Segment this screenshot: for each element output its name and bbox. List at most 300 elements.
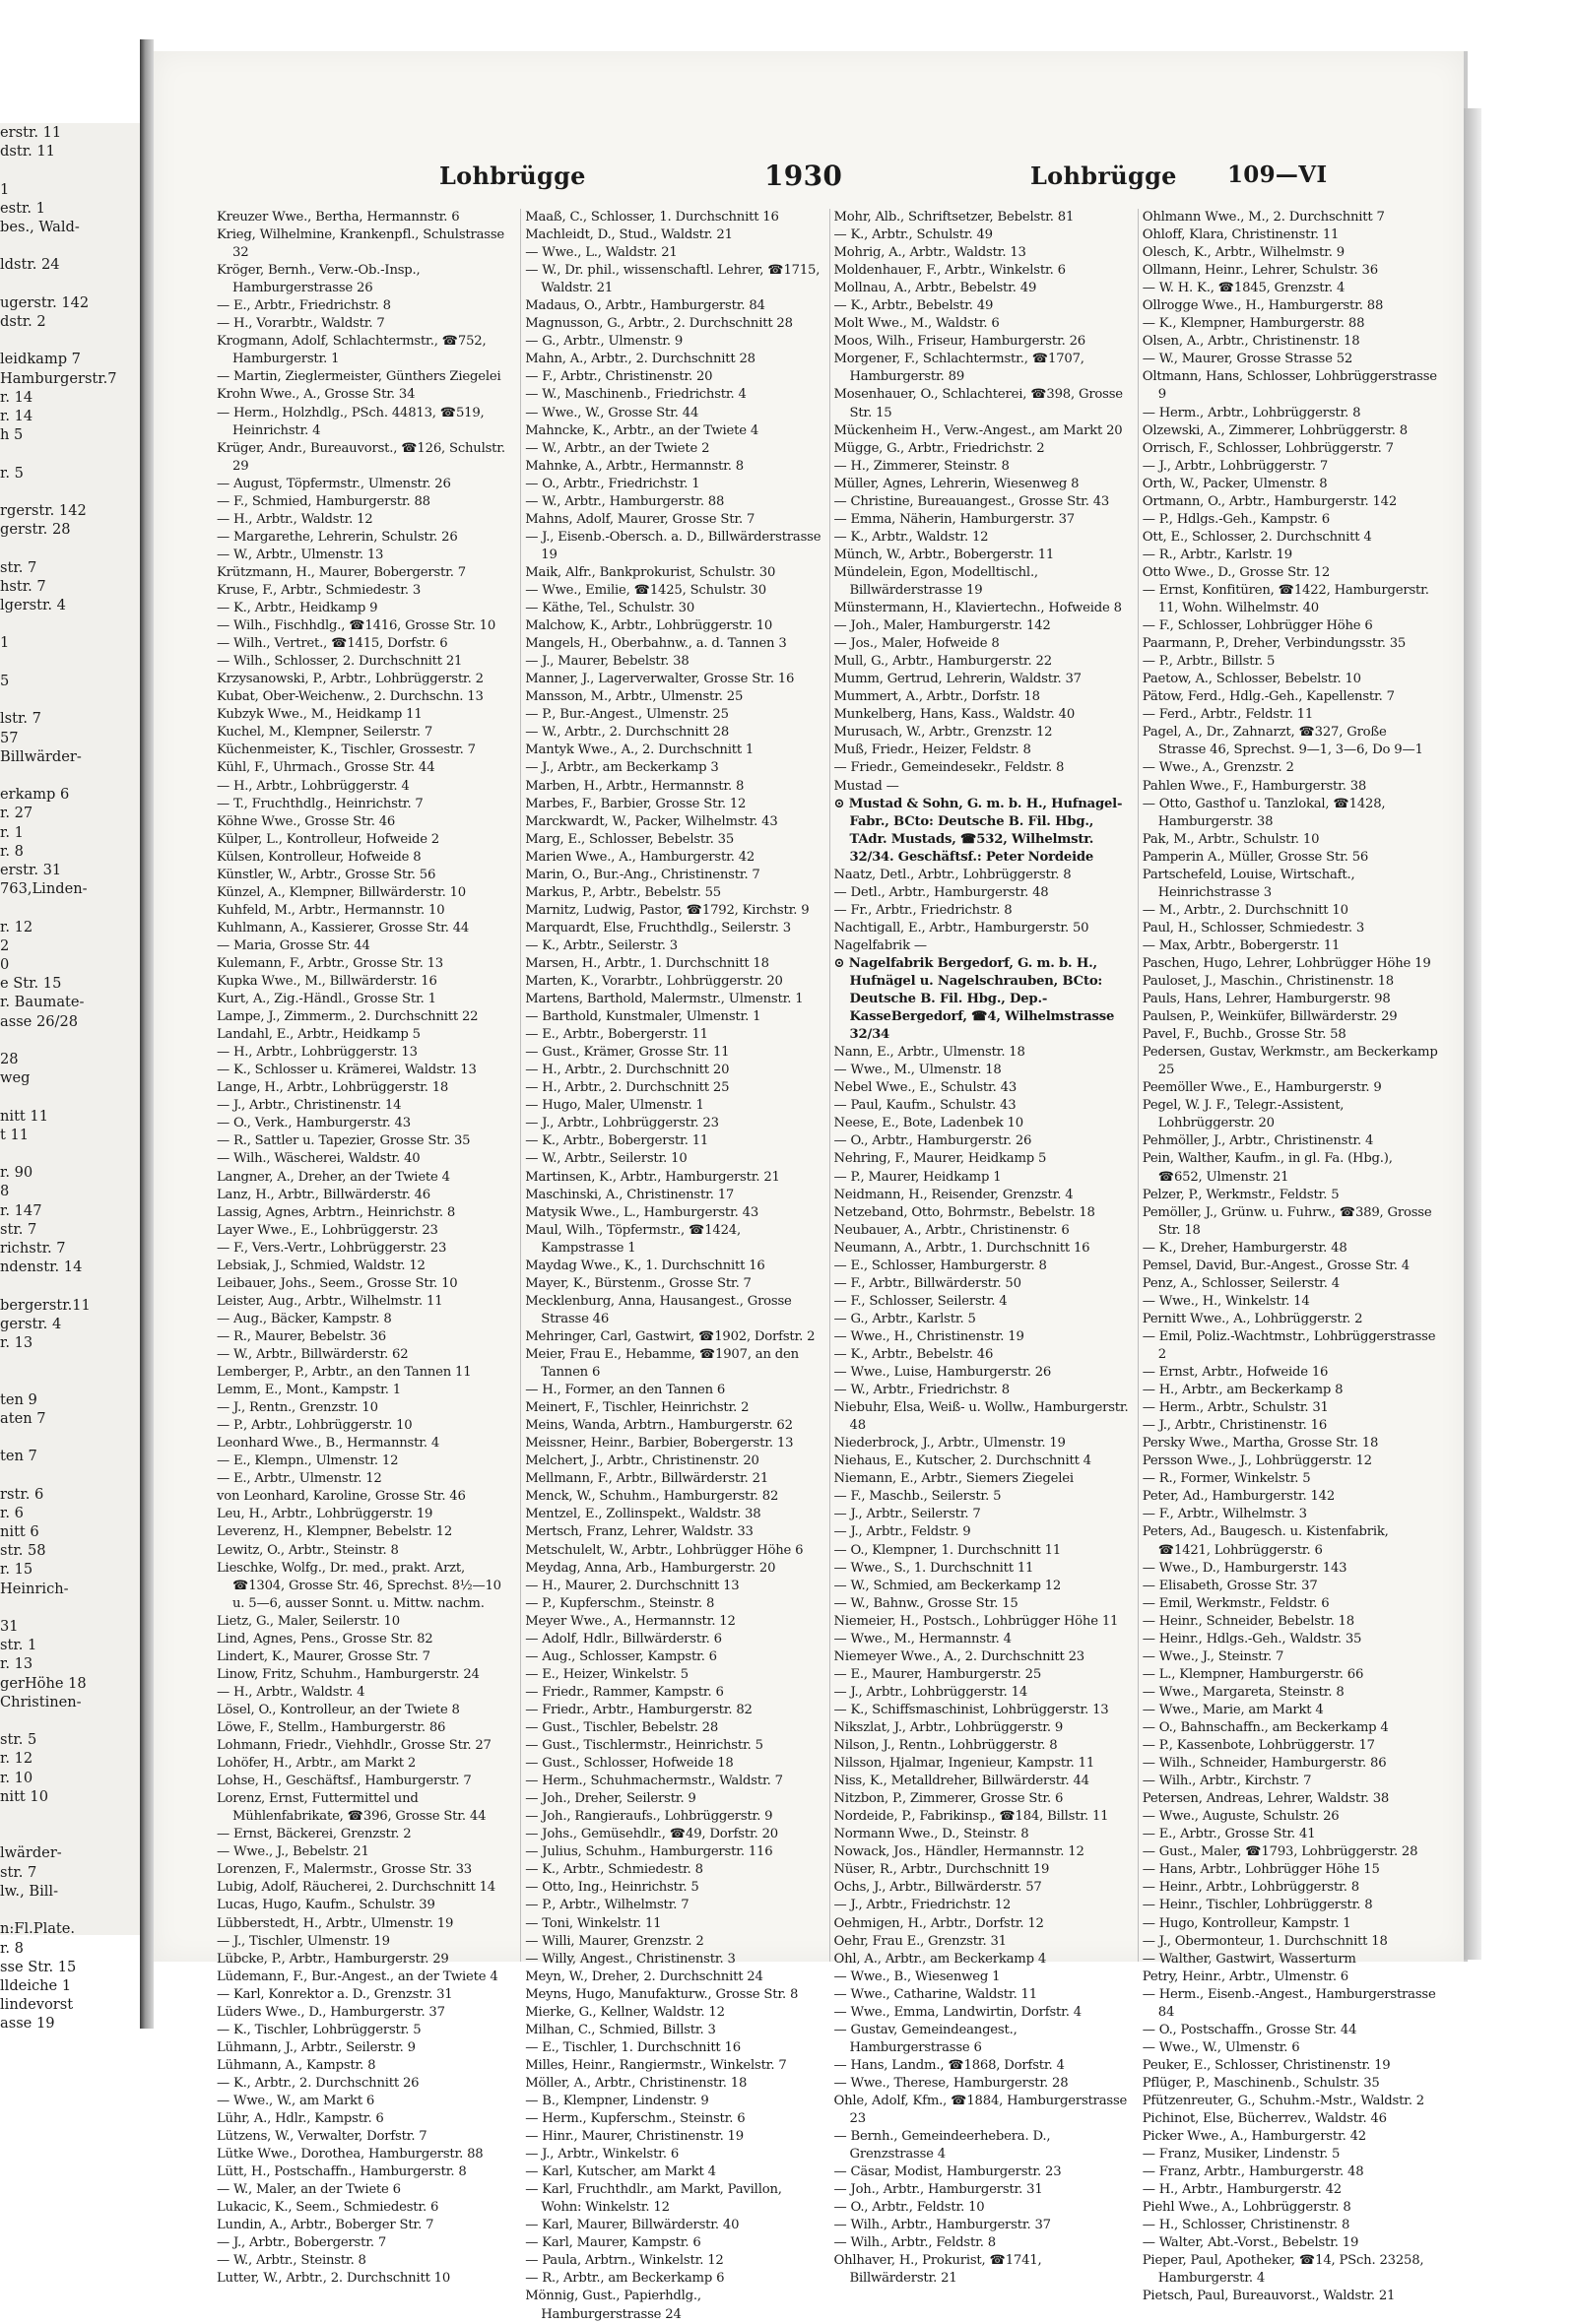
directory-entry: — E., Arbtr., Bobergerstr. 11	[525, 1027, 708, 1043]
directory-entry: — Max, Arbtr., Bobergerstr. 11	[1142, 937, 1341, 953]
directory-entry: Lübberstedt, H., Arbtr., Ulmenstr. 19	[217, 1915, 454, 1931]
directory-entry: — T., Fruchthdlg., Heinrichstr. 7	[217, 796, 424, 811]
directory-entry: Mierke, G., Kellner, Waldstr. 12	[525, 2004, 725, 2020]
left-page-fragment	[0, 236, 140, 255]
directory-entry: — Hinr., Maurer, Christinenstr. 19	[525, 2129, 744, 2145]
left-page-fragment	[0, 1031, 140, 1050]
left-page-fragment	[0, 1428, 140, 1447]
left-page-fragment: asse 19	[0, 2015, 55, 2033]
directory-entry: Pedersen, Gustav, Werkmstr., am Beckerkamp 25	[1142, 1045, 1438, 1078]
directory-entry: — K., Schlosser u. Krämerei, Waldstr. 13	[217, 1063, 477, 1078]
left-page-fragment	[0, 2090, 140, 2108]
directory-entry: Maul, Wilh., Töpfermstr., ☎1424, Kampstrasse 1	[525, 1222, 741, 1256]
left-page-fragment: 5	[0, 672, 10, 689]
directory-entry: Lübcke, P., Arbtr., Hamburgerstr. 29	[217, 1951, 449, 1967]
directory-entry: — Wilh., Schneider, Hamburgerstr. 86	[1142, 1756, 1387, 1772]
left-page-fragment	[0, 331, 140, 350]
directory-entry: Lange, H., Arbtr., Lohbrüggerstr. 18	[217, 1080, 449, 1096]
header-place-left: Lohbrügge	[439, 161, 586, 190]
directory-entry: — P., Hdlgs.-Geh., Kampstr. 6	[1142, 511, 1330, 527]
page-header	[154, 161, 1464, 205]
left-page-fragment: ugerstr. 142	[0, 293, 90, 311]
directory-entry: — J., Arbtr., Seilerstr. 7	[833, 1507, 981, 1522]
directory-entry: — G., Arbtr., Karlstr. 5	[833, 1311, 976, 1326]
directory-entry: — H., Arbtr., Hamburgerstr. 42	[1142, 2182, 1342, 2198]
directory-entry: Kröger, Bernh., Verw.-Ob.-Insp., Hamburgerstrasse 26	[217, 263, 421, 296]
left-page-fragment	[0, 1465, 140, 1484]
directory-entry: Ott, E., Schlosser, 2. Durchschnitt 4	[1142, 529, 1372, 545]
directory-entry: Madaus, O., Arbtr., Hamburgerstr. 84	[525, 298, 765, 314]
directory-entry: — Herm., Eisenb.-Angest., Hamburgerstrasse 84	[1142, 1986, 1436, 2020]
directory-entry: Münch, W., Arbtr., Bobergerstr. 11	[833, 547, 1055, 562]
directory-entry: — W., Arbtr., Ulmenstr. 13	[217, 547, 384, 562]
directory-entry: — Maria, Grosse Str. 44	[217, 937, 370, 953]
directory-entry: — F., Schlosser, Lohbrügger Höhe 6	[1142, 618, 1373, 634]
left-page-fragment: r. 10	[0, 1769, 33, 1786]
left-page-fragment	[0, 539, 140, 557]
directory-entry: Marbes, F., Barbier, Grosse Str. 12	[525, 796, 747, 811]
directory-entry: — J., Arbtr., am Beckerkamp 3	[525, 760, 719, 776]
directory-entry: — W., Maurer, Grosse Strasse 52	[1142, 352, 1353, 367]
directory-entry: Magnusson, G., Arbtr., 2. Durchschnitt 28	[525, 316, 793, 332]
left-page-fragment: 31	[0, 1618, 19, 1636]
left-page-fragment: dstr. 2	[0, 313, 46, 331]
directory-entry: — Heinr., Tischler, Lohbrüggerstr. 8	[1142, 1898, 1373, 1913]
directory-entry: Lohöfer, H., Arbtr., am Markt 2	[217, 1756, 417, 1772]
directory-entry: Kühl, F., Uhrmach., Grosse Str. 44	[217, 760, 435, 776]
directory-entry: Pagel, A., Dr., Zahnarzt, ☎327, Große Strasse 46, Sprechst. 9—1, 3—6, Do 9—1	[1142, 725, 1423, 758]
directory-entry: — H., Arbtr., Lohbrüggerstr. 4	[217, 778, 410, 794]
directory-entry: Mehringer, Carl, Gastwirt, ☎1902, Dorfstr. 2	[525, 1328, 816, 1344]
directory-entry: Marien Wwe., A., Hamburgerstr. 42	[525, 849, 755, 865]
directory-entry: Nikszlat, J., Arbtr., Lohbrüggerstr. 9	[833, 1719, 1064, 1735]
directory-entry: — Julius, Schuhm., Hamburgerstr. 116	[525, 1844, 773, 1860]
directory-entry: — J., Eisenb.-Obersch. a. D., Billwärderstrasse 19	[525, 529, 821, 562]
left-page-fragment: r. 5	[0, 464, 24, 482]
directory-entry: — Wwe., Margareta, Steinstr. 8	[1142, 1684, 1345, 1700]
directory-entry: — Wilh., Wäscherei, Waldstr. 40	[217, 1151, 421, 1167]
directory-entry: — J., Arbtr., Christinenstr. 14	[217, 1098, 402, 1114]
directory-entry: Melchert, J., Arbtr., Christinenstr. 20	[525, 1453, 759, 1469]
directory-entry: Kuchel, M., Klempner, Seilerstr. 7	[217, 725, 433, 741]
directory-entry: Lieschke, Wolfg., Dr. med., prakt. Arzt, ☎1304, Grosse Str. 46, Sprechst. 8½—10 u. 5—6, ausser Sonnt. u. Mittw. nachm.	[217, 1560, 501, 1611]
directory-entry: — H., Maurer, 2. Durchschnitt 13	[525, 1578, 740, 1593]
directory-entry: — Walter, Abt.-Vorst., Bebelstr. 19	[1142, 2235, 1359, 2251]
directory-entry: Nitzbon, P., Zimmerer, Grosse Str. 6	[833, 1791, 1064, 1807]
directory-entry: Pieper, Paul, Apotheker, ☎14, PSch. 23258, Hamburgerstr. 4	[1142, 2253, 1424, 2287]
directory-entry: Lüdemann, F., Bur.-Angest., an der Twiete 4	[217, 1969, 498, 1984]
left-page-fragment: r. 27	[0, 805, 33, 822]
left-page-fragment: r. 13	[0, 1655, 33, 1673]
directory-entry: — Wilh., Arbtr., Kirchstr. 7	[1142, 1774, 1312, 1789]
column-4	[1138, 209, 1438, 2304]
directory-entry: Persson Wwe., J., Lohbrüggerstr. 12	[1142, 1453, 1372, 1469]
left-page-fragment: leidkamp 7	[0, 351, 81, 368]
directory-entry: — B., Klempner, Lindenstr. 9	[525, 2093, 709, 2108]
left-page-fragment: Heinrich-	[0, 1580, 69, 1597]
directory-entry: Marsen, H., Arbtr., 1. Durchschnitt 18	[525, 955, 769, 971]
directory-entry: Olzewski, A., Zimmerer, Lohbrüggerstr. 8	[1142, 422, 1408, 438]
directory-entry: — F., Arbtr., Wilhelmstr. 3	[1142, 1507, 1307, 1522]
directory-entry: — Cäsar, Modist, Hamburgerstr. 23	[833, 2164, 1062, 2180]
directory-entry: — Wwe., W., am Markt 6	[217, 2093, 375, 2108]
directory-entry: Külper, L., Kontrolleur, Hofweide 2	[217, 831, 439, 847]
directory-entry: Munkelberg, Hans, Kass., Waldstr. 40	[833, 707, 1076, 723]
directory-entry: — H., Arbtr., 2. Durchschnitt 20	[525, 1063, 730, 1078]
directory-entry: — Joh., Maler, Hamburgerstr. 142	[833, 618, 1051, 634]
left-page-fragment	[0, 690, 140, 709]
directory-entry: Mollnau, A., Arbtr., Bebelstr. 49	[833, 281, 1037, 296]
directory-entry: Pätow, Ferd., Hdlg.-Geh., Kapellenstr. 7	[1142, 689, 1395, 705]
directory-entry: — H., Arbtr., 2. Durchschnitt 25	[525, 1080, 730, 1096]
left-page-fragment: nitt 10	[0, 1787, 49, 1805]
left-page-fragment: h 5	[0, 426, 24, 444]
directory-entry: Milles, Heinr., Rangiermstr., Winkelstr. 7	[525, 2057, 787, 2073]
directory-entry: Otto Wwe., D., Grosse Str. 12	[1142, 564, 1331, 580]
directory-entry: — O., Verk., Hamburgerstr. 43	[217, 1116, 411, 1131]
directory-entry: — O., Arbtr., Friedrichstr. 1	[525, 476, 700, 491]
directory-entry: Moos, Wilh., Friseur, Hamburgerstr. 26	[833, 334, 1085, 350]
directory-entry: Nüser, R., Arbtr., Durchschnitt 19	[833, 1862, 1050, 1878]
directory-entry: Murusach, W., Arbtr., Grenzstr. 12	[833, 725, 1053, 741]
directory-entry: — Wwe., Catharine, Waldstr. 11	[833, 1986, 1037, 2002]
directory-entry: — P., Arbtr., Wilhelmstr. 7	[525, 1898, 690, 1913]
directory-entry: Mohrig, A., Arbtr., Waldstr. 13	[833, 245, 1026, 261]
directory-entry: Kulemann, F., Arbtr., Grosse Str. 13	[217, 955, 443, 971]
directory-entry: Mustad —	[833, 778, 899, 794]
directory-entry: Niebuhr, Elsa, Weiß- u. Wollw., Hamburgerstr. 48	[833, 1400, 1129, 1434]
directory-entry: — F., Arbtr., Christinenstr. 20	[525, 369, 713, 385]
directory-entry: — Aug., Bäcker, Kampstr. 8	[217, 1311, 392, 1326]
left-page-fragment: 57	[0, 729, 19, 746]
directory-entry: — H., Vorarbtr., Waldstr. 7	[217, 316, 385, 332]
directory-entry: — Friedr., Arbtr., Hamburgerstr. 82	[525, 1702, 753, 1717]
directory-entry: — Otto, Ing., Heinrichstr. 5	[525, 1880, 699, 1896]
directory-entry: — H., Arbtr., Lohbrüggerstr. 13	[217, 1045, 418, 1061]
directory-entry: — R., Arbtr., am Beckerkamp 6	[525, 2271, 725, 2287]
directory-entry: Ortmann, O., Arbtr., Hamburgerstr. 142	[1142, 493, 1398, 509]
directory-entry: Kubzyk Wwe., M., Heidkamp 11	[217, 707, 423, 723]
left-page-fragment: richstr. 7	[0, 1239, 66, 1257]
directory-entry: Pemsel, David, Bur.-Angest., Grosse Str. 4	[1142, 1258, 1410, 1273]
directory-entry: Mahnke, A., Arbtr., Hermannstr. 8	[525, 458, 744, 474]
directory-entry: — Wilh., Vertret., ☎1415, Dorfstr. 6	[217, 636, 448, 652]
directory-entry: Paul, H., Schlosser, Schmiedestr. 3	[1142, 920, 1365, 936]
left-page-fragment: ldstr. 24	[0, 256, 60, 274]
directory-entry: Marg, E., Schlosser, Bebelstr. 35	[525, 831, 735, 847]
directory-entry: — Herm., Arbtr., Schulstr. 31	[1142, 1400, 1329, 1416]
directory-entry: — K., Arbtr., Bebelstr. 49	[833, 298, 994, 314]
directory-entry: Nordeide, P., Fabrikinsp., ☎184, Billstr. 11	[833, 1809, 1109, 1825]
left-page-fragment: 2	[0, 936, 10, 954]
directory-entry: — Karl, Kutscher, am Markt 4	[525, 2164, 716, 2180]
directory-entry: Pauloset, J., Maschin., Christinenstr. 18	[1142, 974, 1395, 990]
directory-entry: — M., Arbtr., 2. Durchschnitt 10	[1142, 902, 1348, 918]
directory-entry: — J., Rentn., Grenzstr. 10	[217, 1400, 378, 1416]
directory-entry: — Emil, Poliz.-Wachtmstr., Lohbrüggerstrasse 2	[1142, 1328, 1436, 1362]
directory-entry: — J., Maurer, Bebelstr. 38	[525, 654, 690, 670]
directory-entry: — Karl, Maurer, Billwärderstr. 40	[525, 2218, 740, 2233]
directory-entry: — Hans, Landm., ☎1868, Dorfstr. 4	[833, 2057, 1065, 2073]
directory-entry: Lucas, Hugo, Kaufm., Schulstr. 39	[217, 1898, 435, 1913]
left-page-fragment: gerHöhe 18	[0, 1674, 87, 1692]
left-page-fragment: lldeiche 1	[0, 1976, 72, 1994]
directory-entry: — Fr., Arbtr., Friedrichstr. 8	[833, 902, 1013, 918]
directory-entry: Lindert, K., Maurer, Grosse Str. 7	[217, 1648, 430, 1664]
directory-entry: — E., Maurer, Hamburgerstr. 25	[833, 1666, 1042, 1682]
directory-entry: Mentzel, E., Zollinspekt., Waldstr. 38	[525, 1507, 761, 1522]
directory-entry: — Paul, Kaufm., Schulstr. 43	[833, 1098, 1017, 1114]
directory-entry: — Wwe., Therese, Hamburgerstr. 28	[833, 2075, 1069, 2091]
directory-entry: — K., Arbtr., Waldstr. 12	[833, 529, 989, 545]
directory-entry: — O., Klempner, 1. Durchschnitt 11	[833, 1542, 1062, 1558]
directory-entry: — Wwe., W., Ulmenstr. 6	[1142, 2039, 1300, 2055]
directory-entry: — Joh., Rangieraufs., Lohbrüggerstr. 9	[525, 1809, 773, 1825]
directory-entry: — Karl, Maurer, Kampstr. 6	[525, 2235, 701, 2251]
directory-entry: Müller, Agnes, Lehrerin, Wiesenweg 8	[833, 476, 1080, 491]
left-page-fragment: hstr. 7	[0, 577, 46, 595]
directory-entry: Lietz, G., Maler, Seilerstr. 10	[217, 1613, 400, 1629]
directory-entry: Marten, K., Vorarbtr., Lohbrüggerstr. 20	[525, 974, 783, 990]
directory-entry: Münstermann, H., Klaviertechn., Hofweide 8	[833, 601, 1122, 616]
directory-entry: — Heinr., Schneider, Bebelstr. 18	[1142, 1613, 1354, 1629]
directory-entry: — W., Arbtr., Billwärderstr. 62	[217, 1347, 409, 1362]
directory-entry: Pein, Walther, Kaufm., in gl. Fa. (Hbg.), ☎652, Ulmenstr. 21	[1142, 1151, 1393, 1185]
directory-entry: Leister, Aug., Arbtr., Wilhelmstr. 11	[217, 1293, 443, 1309]
directory-entry: — K., Arbtr., Bobergerstr. 11	[525, 1133, 709, 1149]
left-page-fragment: 763,Linden-	[0, 880, 88, 898]
directory-entry: Langner, A., Dreher, an der Twiete 4	[217, 1169, 450, 1185]
directory-entry: Nowack, Jos., Händler, Hermannstr. 12	[833, 1844, 1084, 1860]
directory-entry: — P., Arbtr., Lohbrüggerstr. 10	[217, 1418, 413, 1434]
directory-entry: Maaß, C., Schlosser, 1. Durchschnitt 16	[525, 210, 779, 225]
directory-entry: — Herm., Schuhmachermstr., Waldstr. 7	[525, 1774, 783, 1789]
directory-entry: — P., Kupferschm., Steinstr. 8	[525, 1595, 715, 1611]
directory-entry: Leibauer, Johs., Seem., Grosse Str. 10	[217, 1275, 458, 1291]
directory-entry: Pflüger, P., Maschinenb., Schulstr. 35	[1142, 2075, 1380, 2091]
directory-entry: Meyns, Hugo, Manufakturw., Grosse Str. 8	[525, 1986, 799, 2002]
directory-entry: — F., Arbtr., Billwärderstr. 50	[833, 1275, 1021, 1291]
left-page-fragment: ten 7	[0, 1448, 37, 1465]
directory-entry: Pemöller, J., Grünw. u. Fuhrw., ☎389, Grosse Str. 18	[1142, 1204, 1432, 1238]
directory-entry: Mönnig, Gust., Papierhdlg., Hamburgerstrasse 24	[525, 2289, 701, 2322]
directory-entry: Markus, P., Arbtr., Bebelstr. 55	[525, 884, 721, 900]
left-page-fragment	[0, 1144, 140, 1163]
directory-entry: Niemeyer Wwe., A., 2. Durchschnitt 23	[833, 1648, 1084, 1664]
directory-entry: Mahn, A., Arbtr., 2. Durchschnitt 28	[525, 352, 755, 367]
directory-entry: — Ferd., Arbtr., Feldstr. 11	[1142, 707, 1314, 723]
directory-entry: Ohloff, Klara, Christinenstr. 11	[1142, 227, 1340, 243]
left-page-fragment: Christinen-	[0, 1693, 82, 1711]
directory-entry: von Leonhard, Karoline, Grosse Str. 46	[217, 1489, 466, 1505]
directory-entry: — Wwe., S., 1. Durchschnitt 11	[833, 1560, 1034, 1576]
directory-entry: — Bernh., Gemeindeerhebera. D., Grenzstrasse 4	[833, 2129, 1051, 2163]
left-page-fragment	[0, 1711, 140, 1730]
directory-entry: Neidmann, H., Reisender, Grenzstr. 4	[833, 1187, 1074, 1202]
directory-entry: — Emil, Werkmstr., Feldstr. 6	[1142, 1595, 1330, 1611]
directory-entry: Peter, Ad., Hamburgerstr. 142	[1142, 1489, 1336, 1505]
left-page-fragment: t 11	[0, 1126, 30, 1143]
directory-entry: Normann Wwe., D., Steinstr. 8	[833, 1827, 1029, 1842]
left-page-fragment	[0, 1371, 140, 1389]
directory-entry: Mangels, H., Oberbahnw., a. d. Tannen 3	[525, 636, 787, 652]
directory-entry: — J., Arbtr., Friedrichstr. 12	[833, 1898, 1012, 1913]
directory-entry: Manner, J., Lagerverwalter, Grosse Str. 16	[525, 672, 795, 687]
left-page-fragment: erkamp 6	[0, 786, 70, 804]
directory-entry: — Ernst, Arbtr., Hofweide 16	[1142, 1365, 1329, 1381]
left-page-fragment: 28	[0, 1050, 19, 1067]
directory-entry: — Willi, Maurer, Grenzstr. 2	[525, 1933, 704, 1949]
directory-entry: — O., Arbtr., Feldstr. 10	[833, 2200, 985, 2216]
left-page-fragment: Hamburgerstr.7	[0, 369, 117, 387]
directory-entry: Krieg, Wilhelmine, Krankenpfl., Schulstrasse 32	[217, 227, 504, 261]
directory-entry: Lorenzen, F., Malermstr., Grosse Str. 33	[217, 1862, 472, 1878]
directory-entry: — K., Arbtr., Bebelstr. 46	[833, 1347, 994, 1362]
directory-entry: Mumm, Gertrud, Lehrerin, Waldstr. 37	[833, 672, 1082, 687]
directory-entry: — Wwe., Luise, Hamburgerstr. 26	[833, 1365, 1052, 1381]
directory-entry: Lampe, J., Zimmerm., 2. Durchschnitt 22	[217, 1009, 479, 1025]
left-page-fragment	[0, 1901, 140, 1919]
left-page-fragment: r. 147	[0, 1201, 42, 1219]
left-page-fragment	[0, 1276, 140, 1295]
directory-entry: — H., Arbtr., am Beckerkamp 8	[1142, 1383, 1344, 1398]
directory-entry: — Hans, Arbtr., Lohbrügger Höhe 15	[1142, 1862, 1380, 1878]
directory-entry: — Wilh., Schlosser, 2. Durchschnitt 21	[217, 654, 463, 670]
directory-entry: Köhne Wwe., Grosse Str. 46	[217, 813, 396, 829]
directory-entry: Kuhfeld, M., Arbtr., Hermannstr. 10	[217, 902, 445, 918]
header-place-right: Lohbrügge	[1030, 161, 1177, 190]
left-page-fragment: weg	[0, 1069, 31, 1087]
directory-entry: — Gust., Tischler, Bebelstr. 28	[525, 1719, 719, 1735]
directory-entry: Mahns, Adolf, Maurer, Grosse Str. 7	[525, 511, 755, 527]
directory-entry: Picker Wwe., A., Hamburgerstr. 42	[1142, 2129, 1366, 2145]
directory-entry: — J., Arbtr., Christinenstr. 16	[1142, 1418, 1328, 1434]
directory-entry: — H., Zimmerer, Steinstr. 8	[833, 458, 1010, 474]
directory-entry: — O., Bahnschaffn., am Beckerkamp 4	[1142, 1719, 1389, 1735]
left-page-fragment	[0, 1598, 140, 1617]
directory-entry: Mull, G., Arbtr., Hamburgerstr. 22	[833, 654, 1052, 670]
directory-entry: Lühmann, A., Kampstr. 8	[217, 2057, 376, 2073]
directory-entry: — Joh., Dreher, Seilerstr. 9	[525, 1791, 696, 1807]
left-page-fragment: ndenstr. 14	[0, 1259, 83, 1276]
left-page-fragment: r. 13	[0, 1334, 33, 1351]
directory-entry: — P., Arbtr., Billstr. 5	[1142, 654, 1276, 670]
directory-entry: — R., Sattler u. Tapezier, Grosse Str. 35	[217, 1133, 471, 1149]
directory-entry: Meyer Wwe., A., Hermannstr. 12	[525, 1613, 736, 1629]
left-page-fragment: r. 8	[0, 1939, 24, 1957]
directory-entry: — K., Arbtr., Heidkamp 9	[217, 601, 378, 616]
directory-entry: Niederbrock, J., Arbtr., Ulmenstr. 19	[833, 1436, 1066, 1452]
directory-entry: Peuker, E., Schlosser, Christinenstr. 19	[1142, 2057, 1391, 2073]
directory-entry: — Detl., Arbtr., Hamburgerstr. 48	[833, 884, 1049, 900]
left-page-fragment	[0, 161, 140, 179]
directory-entry: — F., Schlosser, Seilerstr. 4	[833, 1293, 1008, 1309]
left-page-fragment: e Str. 15	[0, 975, 62, 993]
left-page-fragment: lw., Bill-	[0, 1882, 59, 1900]
directory-entry: — H., Arbtr., Waldstr. 4	[217, 1684, 365, 1700]
directory-page	[154, 51, 1468, 2322]
directory-entry: — H., Arbtr., Waldstr. 12	[217, 511, 373, 527]
directory-entry: — Adolf, Hdlr., Billwärderstr. 6	[525, 1631, 722, 1646]
directory-entry: Layer Wwe., E., Lohbrüggerstr. 23	[217, 1222, 438, 1238]
directory-entry: — Wwe., H., Christinenstr. 19	[833, 1328, 1024, 1344]
left-page-fragment: str. 58	[0, 1542, 46, 1560]
directory-entry: — J., Arbtr., Lohbrüggerstr. 14	[833, 1684, 1028, 1700]
directory-entry: Lutter, W., Arbtr., 2. Durchschnitt 10	[217, 2271, 451, 2287]
directory-entry: Pegel, W. J. F., Telegr.-Assistent, Lohbrüggerstr. 20	[1142, 1098, 1345, 1131]
directory-entry: — K., Tischler, Lohbrüggerstr. 5	[217, 2022, 422, 2037]
directory-entry: Maydag Wwe., K., 1. Durchschnitt 16	[525, 1258, 765, 1273]
left-page-fragment: nitt 11	[0, 1107, 49, 1125]
directory-entry: — Aug., Schlosser, Kampstr. 6	[525, 1648, 717, 1664]
left-page-fragment: rgerstr. 142	[0, 502, 87, 520]
directory-entry: — W., Arbtr., Hamburgerstr. 88	[525, 493, 725, 509]
directory-entry: — O., Arbtr., Hamburgerstr. 26	[833, 1133, 1032, 1149]
left-page-fragment: sse Str. 15	[0, 1958, 77, 1975]
directory-entry: — Gust., Tischlermstr., Heinrichstr. 5	[525, 1738, 763, 1754]
directory-entry: Meier, Frau E., Hebamme, ☎1907, an den Tannen 6	[525, 1347, 799, 1381]
directory-entry: Kuhlmann, A., Kassierer, Grosse Str. 44	[217, 920, 470, 936]
directory-entry: Lüders Wwe., D., Hamburgerstr. 37	[217, 2004, 445, 2020]
directory-entry: Mellmann, F., Arbtr., Billwärderstr. 21	[525, 1471, 769, 1487]
directory-entry: Neese, E., Bote, Ladenbek 10	[833, 1116, 1023, 1131]
directory-entry: — E., Arbtr., Friedrichstr. 8	[217, 298, 391, 314]
directory-entry: — W., Arbtr., Steinstr. 8	[217, 2253, 366, 2269]
directory-entry: Mayer, K., Bürstenm., Grosse Str. 7	[525, 1275, 752, 1291]
directory-entry: — Wwe., M., Ulmenstr. 18	[833, 1063, 1002, 1078]
directory-entry: ⊙ Nagelfabrik Bergedorf, G. m. b. H., Hufnägel u. Nagelschrauben, BCto: Deutsche B. Fil. Hbg., Dep.-KasseBergedorf, ☎4, Wilhelmstrasse 32/34	[833, 955, 1115, 1043]
directory-entry: Orrisch, F., Schlosser, Lohbrüggerstr. 7	[1142, 440, 1394, 456]
directory-entry: Kupka Wwe., M., Billwärderstr. 16	[217, 974, 437, 990]
left-page-fragment: n:Fl.Plate.	[0, 1920, 76, 1938]
directory-entry: Pavel, F., Buchb., Grosse Str. 58	[1142, 1027, 1346, 1043]
directory-entry: — Wwe., Emilie, ☎1425, Schulstr. 30	[525, 582, 766, 598]
directory-entry: — Joh., Arbtr., Hamburgerstr. 31	[833, 2182, 1043, 2198]
directory-entry: Pamperin A., Müller, Grosse Str. 56	[1142, 849, 1369, 865]
directory-entry: — Wwe., Marie, am Markt 4	[1142, 1702, 1324, 1717]
left-page-fragment: r. 8	[0, 842, 24, 860]
directory-entry: Mosenhauer, O., Schlachterei, ☎398, Grosse Str. 15	[833, 387, 1123, 420]
directory-entry: — K., Dreher, Hamburgerstr. 48	[1142, 1240, 1347, 1256]
directory-entry: — Käthe, Tel., Schulstr. 30	[525, 601, 695, 616]
directory-entry: Morgener, F., Schlachtermstr., ☎1707, Hamburgerstr. 89	[833, 352, 1084, 385]
directory-entry: Lützens, W., Verwalter, Dorfstr. 7	[217, 2129, 427, 2145]
directory-entry: Pak, M., Arbtr., Schulstr. 10	[1142, 831, 1320, 847]
directory-entry: Pauls, Hans, Lehrer, Hamburgerstr. 98	[1142, 992, 1391, 1007]
directory-entry: Marnitz, Ludwig, Pastor, ☎1792, Kirchstr. 9	[525, 902, 810, 918]
left-page-fragment: nitt 6	[0, 1523, 39, 1541]
directory-entry: — W., Arbtr., an der Twiete 2	[525, 440, 710, 456]
left-page-fragment: bergerstr.11	[0, 1296, 91, 1314]
left-page-fragment: lstr. 7	[0, 710, 41, 728]
directory-entry: Lassig, Agnes, Arbtrn., Heinrichstr. 8	[217, 1204, 456, 1220]
directory-entry: Pietsch, Paul, Bureauvorst., Waldstr. 21	[1142, 2289, 1396, 2304]
directory-entry: — E., Schlosser, Hamburgerstr. 8	[833, 1258, 1047, 1273]
left-page-fragment: ten 9	[0, 1390, 37, 1408]
directory-entry: Matysik Wwe., L., Hamburgerstr. 43	[525, 1204, 759, 1220]
directory-entry: — Gust., Maler, ☎1793, Lohbrüggerstr. 28	[1142, 1844, 1418, 1860]
directory-entry: — Heinr., Arbtr., Lohbrüggerstr. 8	[1142, 1880, 1359, 1896]
directory-entry: — J., Arbtr., Lohbrüggerstr. 23	[525, 1116, 719, 1131]
left-page-fragment	[0, 2052, 140, 2071]
directory-entry: — Franz, Musiker, Lindenstr. 5	[1142, 2147, 1341, 2163]
directory-entry: Lösel, O., Kontrolleur, an der Twiete 8	[217, 1702, 460, 1717]
directory-entry: — H., Schlosser, Christinenstr. 8	[1142, 2218, 1350, 2233]
directory-entry: Nann, E., Arbtr., Ulmenstr. 18	[833, 1045, 1025, 1061]
directory-entry: — F., Maschb., Seilerstr. 5	[833, 1489, 1002, 1505]
directory-entry: — Paula, Arbtrn., Winkelstr. 12	[525, 2253, 724, 2269]
directory-entry: — Toni, Winkelstr. 11	[525, 1915, 662, 1931]
